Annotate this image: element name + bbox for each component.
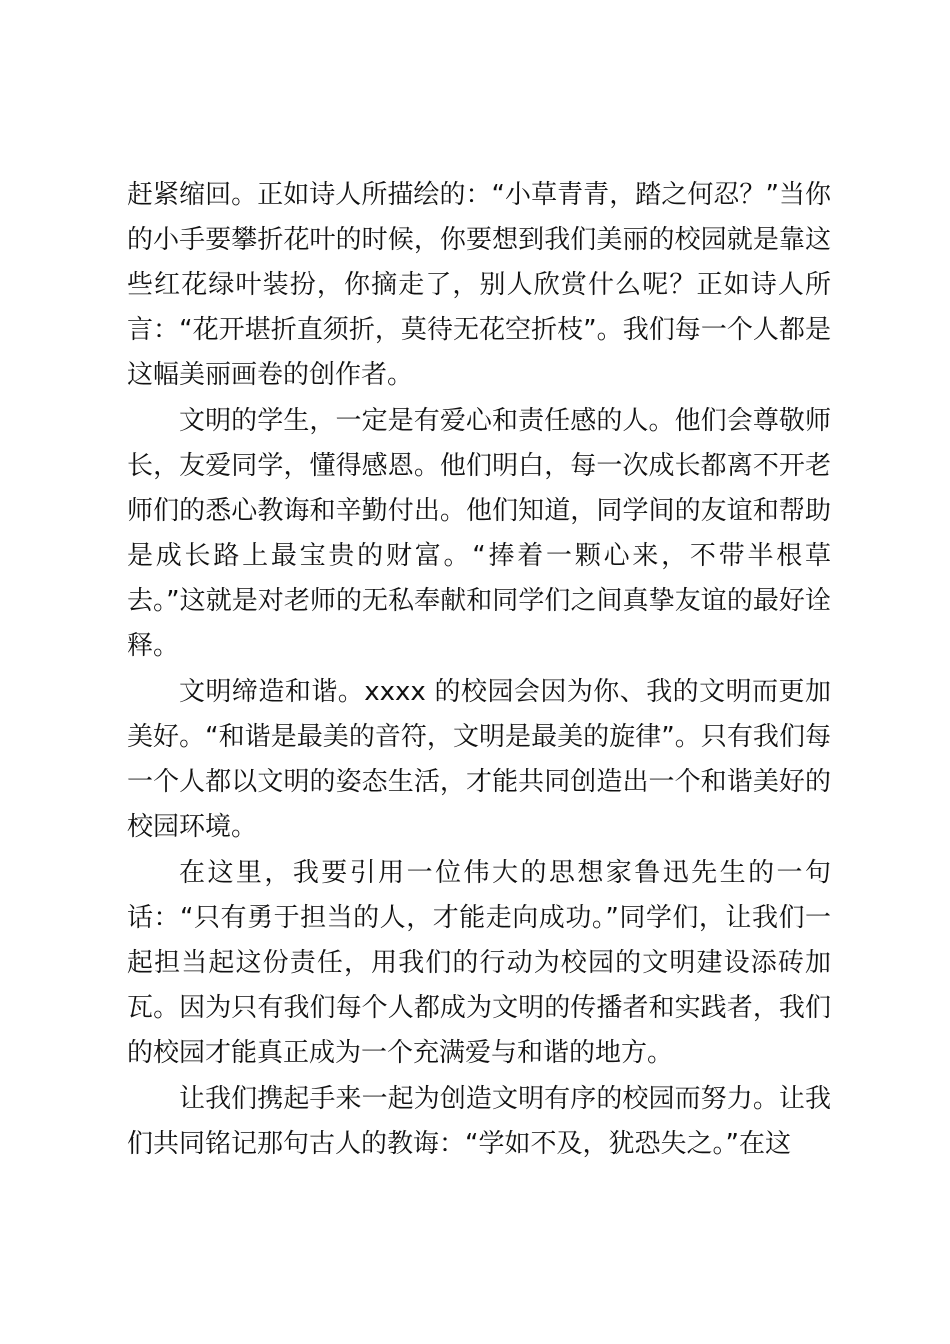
document-page (127, 173, 831, 1168)
paragraph-lu-xun-quote: 在这里，我要引用一位伟大的思想家鲁迅先生的一句话：“只有勇于担当的人，才能走向成功。”同学们，让我们一起担当起这份责任，用我们的行动为校园的文明建设添砖加瓦。因为只有我们每个人都成为文明的传播者和实践者，我们的校园才能真正成为一个充满爱与和谐的地方。 (127, 858, 831, 1068)
paragraph-civilized-students: 文明的学生，一定是有爱心和责任感的人。他们会尊敬师长，友爱同学，懂得感恩。他们明白，每一次成长都离不开老师们的悉心教诲和辛勤付出。他们知道，同学间的友谊和帮助是成长路上最宝贵的财富。“捧着一颗心来，不带半根草去。”这就是对老师的无私奉献和同学们之间真挚友谊的最好诠释。 (127, 406, 831, 661)
paragraph-continuation: 赶紧缩回。正如诗人所描绘的：“小草青青，踏之何忍？”当你的小手要攀折花叶的时候，你要想到我们美丽的校园就是靠这些红花绿叶装扮，你摘走了，别人欣赏什么呢？正如诗人所言：“花开堪折直须折，莫待无花空折枝”。我们每一个人都是这幅美丽画卷的创作者。 (127, 180, 831, 390)
paragraph-harmony: 文明缔造和谐。xxxx 的校园会因为你、我的文明而更加美好。“和谐是最美的音符，文明是最美的旋律”。只有我们每一个人都以文明的姿态生活，才能共同创造出一个和谐美好的校园环境。 (127, 677, 831, 842)
paragraph-join-hands: 让我们携起手来一起为创造文明有序的校园而努力。让我们共同铭记那句古人的教诲：“学如不及，犹恐失之。”在这 (127, 1084, 831, 1159)
